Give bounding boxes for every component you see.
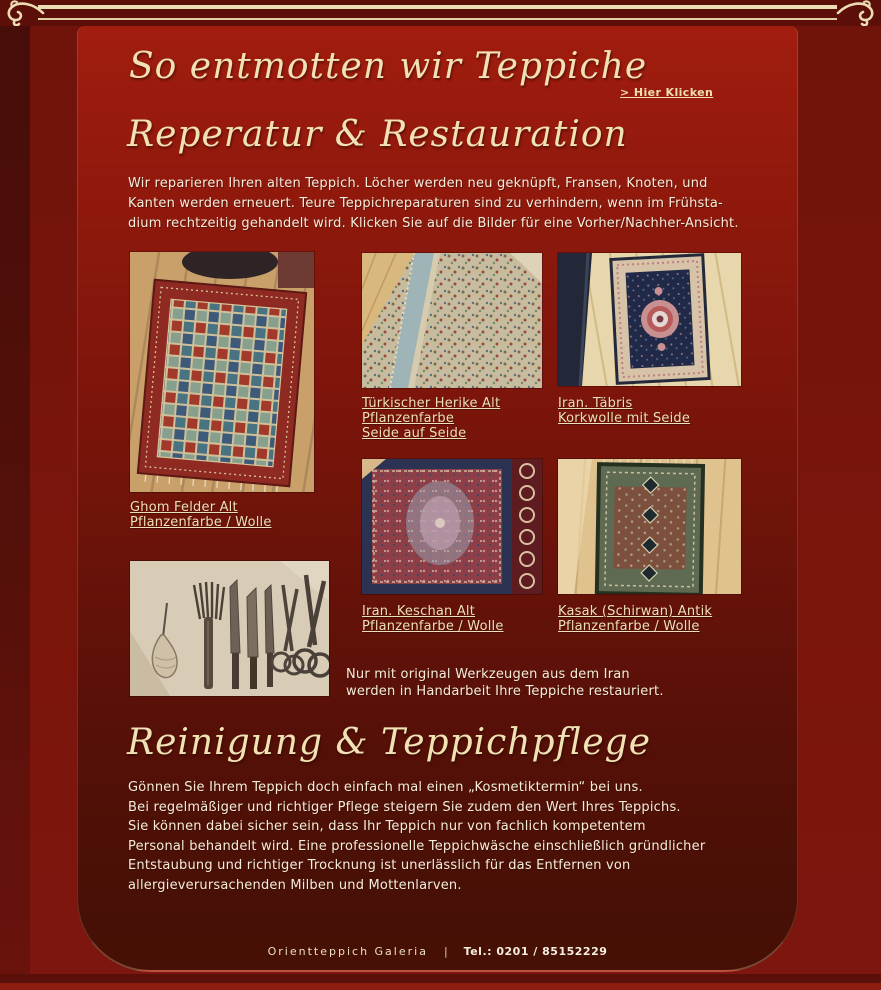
- footer: [78, 945, 797, 958]
- bottom-dark-band: [0, 974, 881, 983]
- footer-phone-number: Tel.: 0201 / 85152229: [463, 945, 608, 958]
- repair-text-line: Kanten werden erneuert. Teure Teppichreparaturen sind zu verhindern, wenn im Frühsta-: [128, 196, 723, 211]
- ornamental-top-border: [0, 0, 881, 26]
- scroll-ornament-left-icon: [3, 0, 45, 26]
- cleaning-text-line: Bei regelmäßiger und richtiger Pflege steigern Sie zudem den Wert Ihres Teppichs.: [128, 799, 681, 815]
- carpet-photo-kasak[interactable]: [558, 459, 741, 594]
- tools-note-line: Nur mit original Werkzeugen aus dem Iran: [346, 667, 630, 682]
- carpet-photo-keschan[interactable]: [362, 459, 542, 594]
- caption-ghom: [130, 500, 272, 530]
- caption-keschan-line-1[interactable]: Iran. Keschan Alt: [362, 604, 476, 619]
- cleaning-text-line: Personal behandelt wird. Eine professionelle Teppichwäsche einschließlich gründlicher: [128, 838, 706, 854]
- footer-separator: |: [443, 945, 448, 958]
- caption-ghom-line-1[interactable]: Ghom Felder Alt: [130, 500, 238, 515]
- carpet-photo-kasak-image: [558, 459, 741, 594]
- caption-ghom-line-2[interactable]: Pflanzenfarbe / Wolle: [130, 515, 272, 530]
- repair-section-title: Reperatur & Restauration: [127, 114, 628, 155]
- content-panel: [77, 26, 798, 972]
- carpet-photo-ghom-image: [130, 252, 314, 492]
- repair-text-line: dium rechtzeitig gehandelt wird. Klicken Sie auf die Bilder für eine Vorher/Nachher-Ansicht.: [128, 216, 739, 231]
- carpet-photo-ghom[interactable]: [130, 252, 314, 492]
- left-edge-shadow: [0, 26, 30, 990]
- bottom-light-band: [0, 983, 881, 990]
- cleaning-text-line: Sie können dabei sicher sein, dass Ihr Teppich nur von fachlich kompetentem: [128, 819, 646, 834]
- caption-kasak: [558, 604, 712, 634]
- carpet-photo-keschan-image: [362, 459, 542, 594]
- tools-note: [346, 666, 664, 700]
- caption-kasak-line-2[interactable]: Pflanzenfarbe / Wolle: [558, 619, 700, 634]
- hier-klicken-link[interactable]: > Hier Klicken: [620, 86, 714, 99]
- footer-company-name: Orientteppich Galeria: [267, 945, 428, 958]
- caption-herike-line-1[interactable]: Türkischer Herike Alt: [362, 396, 501, 411]
- tools-note-line: werden in Handarbeit Ihre Teppiche restauriert.: [346, 684, 664, 699]
- caption-taebris-line-1[interactable]: Iran. Täbris: [558, 396, 633, 411]
- scroll-ornament-right-icon: [836, 0, 878, 26]
- caption-keschan: [362, 604, 504, 634]
- caption-taebris: [558, 396, 690, 426]
- repair-text-line: Wir reparieren Ihren alten Teppich. Löcher werden neu geknüpft, Fransen, Knoten, und: [128, 176, 708, 191]
- caption-keschan-line-2[interactable]: Pflanzenfarbe / Wolle: [362, 619, 504, 634]
- caption-kasak-line-1[interactable]: Kasak (Schirwan) Antik: [558, 604, 713, 619]
- caption-herike-line-3[interactable]: Seide auf Seide: [362, 426, 467, 441]
- carpet-photo-taebris-image: [558, 253, 741, 386]
- caption-taebris-line-2[interactable]: Korkwolle mit Seide: [558, 411, 691, 426]
- repair-section-text: [128, 174, 739, 234]
- cleaning-section-title: Reinigung & Teppichpflege: [127, 722, 652, 763]
- cleaning-section-text: [128, 778, 705, 895]
- caption-herike-line-2[interactable]: Pflanzenfarbe: [362, 411, 455, 426]
- restoration-tools-photo: [130, 561, 329, 696]
- caption-herike: [362, 396, 500, 441]
- frame-lines: [38, 5, 837, 20]
- carpet-photo-herike[interactable]: [362, 253, 542, 388]
- intro-heading: So entmotten wir Teppiche: [129, 46, 648, 87]
- cleaning-text-line: Entstaubung und richtiger Trocknung ist unerlässlich für das Entfernen von: [128, 858, 631, 873]
- cleaning-text-line: allergieverursachenden Milben und Mottenlarven.: [128, 877, 462, 893]
- restoration-tools-image: [130, 561, 329, 696]
- cleaning-text-line: Gönnen Sie Ihrem Teppich doch einfach mal einen „Kosmetiktermin“ bei uns.: [128, 780, 643, 795]
- carpet-photo-herike-image: [362, 253, 542, 388]
- carpet-photo-taebris[interactable]: [558, 253, 741, 386]
